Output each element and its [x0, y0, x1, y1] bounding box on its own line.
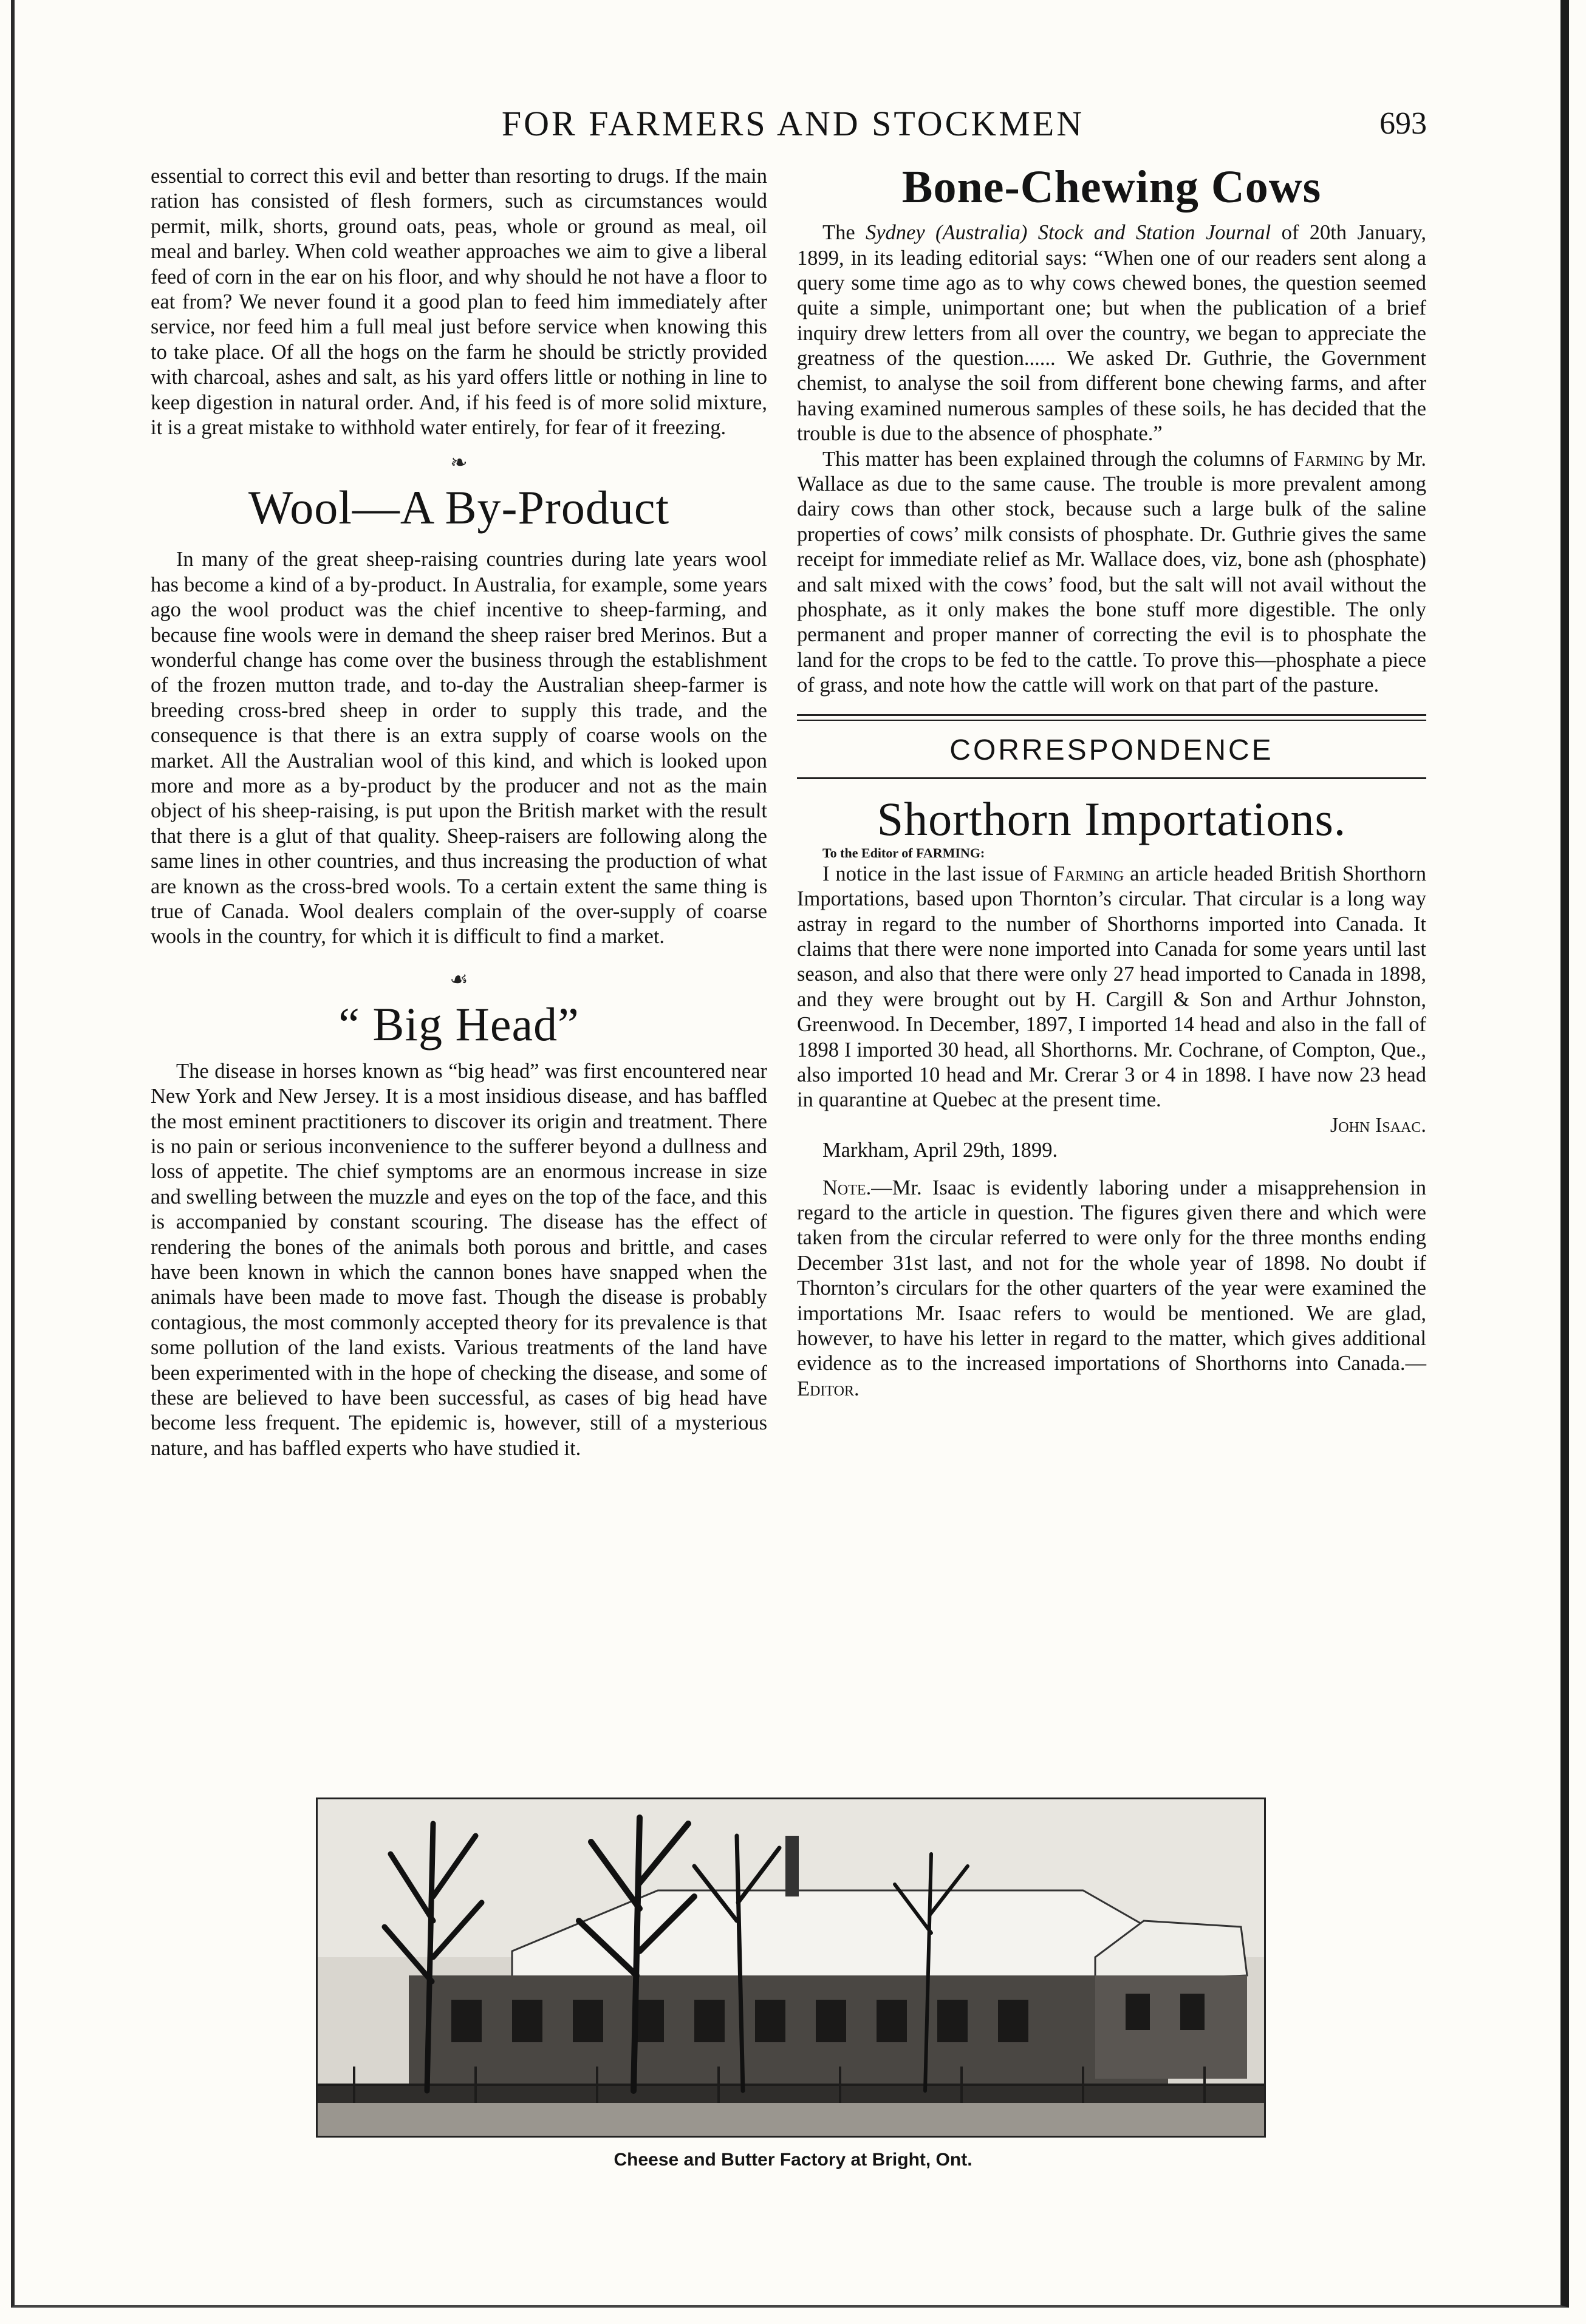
- shorthorn-heading: Shorthorn Importations.: [877, 792, 1347, 846]
- continued-paragraph: essential to correct this evil and better than resorting to drugs. If the main ration has consisted of flesh formers, such as circumstances would permit, milk, shorts, ground oats, peas, whole or ground as meal, oil meal and barley. When cold weather approaches we aim to give a liberal feed of corn in the ear on his floor, and why should he not have a floor to eat from? We never found it a good plan to feed him immediately after service, nor feed him a full meal just before service when knowing this to take place. Of all the hogs on the farm he should be strictly provided with charcoal, ashes and salt, as his yard offers little or nothing in line to keep digestion in natural order. And, if his feed is of more solid mixture, it is a great mistake to withhold water entirely, for fear of it freezing.: [151, 165, 767, 439]
- note-label: Note.: [822, 1176, 872, 1199]
- journal-name: Sydney (Australia) Stock and Station Journal: [865, 221, 1271, 245]
- bone-chewing-p2-lead: This matter has been explained through the columns of: [822, 447, 1288, 471]
- section-rule: [797, 777, 1426, 779]
- left-column: [151, 164, 767, 1461]
- bone-chewing-p1-rest: of 20th January, 1899, in its leading editorial says: “When one of our readers sent along a query some time ago as to why cows chewed bones, the question seemed quite a simple, unimportant one; but when the publication of a brief inquiry drew letters from all over the country, we began to appreciate the greatness of the question...... We asked Dr. Guthrie, the Government chemist, to analyse the soil from different bone chewing farms, and after having examined numerous samples of these soils, he has decided that the trouble is due to the absence of phosphate.”: [797, 221, 1427, 446]
- letter-body: [797, 862, 1426, 1113]
- bone-chewing-para-1: [797, 220, 1426, 447]
- note-signature: —Editor.: [797, 1352, 1426, 1400]
- running-head: [0, 103, 1586, 146]
- bone-chewing-p2-rest: by Mr. Wallace as due to the same cause. The trouble is more prevalent among dairy cows than other stock, because such a large bulk of the saline properties of cows’ milk consists of phosphate. Dr. Guthrie gives the same receipt for immediate relief as Mr. Wallace does, viz, bone ash (phosphate) and salt mixed with the cows’ food, but the salt will not avail without the phosphate, as it only makes the bone stuff more digestible. The only permanent and proper manner of correcting the evil is to phosphate the land for the crops to be fed to the cattle. To prove this—phosphate a piece of grass, and note how the cattle will work on that part of the pasture.: [797, 447, 1427, 697]
- wool-heading: Wool—A By-Product: [248, 481, 670, 534]
- ornament-icon: ❧: [450, 452, 468, 475]
- note-body: —Mr. Isaac is evidently laboring under a misapprehension in regard to the article in question. The figures given there and which were taken from the circular referred to were only for the three months ending December 31st last, and not for the whole year of 1898. No doubt if Thornton’s circulars for the other quarters of the year were examined the importations Mr. Isaac refers to would be mentioned. We are glad, however, to have his letter in regard to the matter, which gives additional evidence as to the increased importations of Shorthorns into Canada.: [797, 1176, 1426, 1375]
- big-head-heading: “ Big Head”: [338, 997, 579, 1051]
- bone-chewing-para-2: [797, 447, 1426, 698]
- factory-photo: [316, 1798, 1266, 2138]
- section-divider: [797, 714, 1426, 721]
- right-column: [797, 164, 1426, 1402]
- editor-note: [797, 1176, 1426, 1402]
- ornament-icon: ☙: [449, 968, 468, 991]
- farming-name: Farming: [1293, 447, 1364, 471]
- letter-place-date: Markham, April 29th, 1899.: [822, 1139, 1058, 1162]
- bone-chewing-lead: The: [822, 221, 855, 245]
- letter-rest: an article headed British Shorthorn Importations, based upon Thornton’s circular. That circular is a long way astray in regard to the number of Shorthorns imported into Canada. It claims that there were none imported into Canada for some years until last season, and also that there were only 27 head imported to Canada in 1898, and they were brought out by H. Cargill & Son and Arthur Johnston, Greenwood. In December, 1897, I imported 14 head and also in the fall of 1898 I imported 30 head, all Shorthorns. Mr. Cochrane, of Compton, Que., also imported 10 head and Mr. Crerar 3 or 4 in 1898. I have now 23 head in quarantine at Quebec at the present time.: [797, 862, 1427, 1112]
- letter-lead: I notice in the last issue of: [822, 862, 1047, 885]
- wool-body: In many of the great sheep-raising countries during late years wool has become a kind of a by-product. In Australia, for example, some years ago the wool product was the chief incentive to sheep-farming, and because fine wools were in demand the sheep raiser bred Merinos. But a wonderful change has come over the business through the establishment of the frozen mutton trade, and to-day the Australian sheep-farmer is breeding cross-bred sheep in order to supply this trade, and the consequence is that there is an extra supply of coarse wools on the market. All the Australian wool of this kind, and which is looked upon more and more as a by-product by the producer and not as the main object of his sheep-raising, is put upon the British market with the result that there is a glut of that quality. Sheep-raisers are following along the same lines in other countries, and thus increasing the production of what are known as the cross-bred wools. To a certain extent the same thing is true of Canada. Wool dealers complain of the over-supply of coarse wools in the country, for which it is difficult to find a market.: [151, 548, 767, 949]
- farming-name: Farming: [1053, 862, 1124, 885]
- page-number: 693: [1379, 106, 1427, 141]
- to-editor-line: To the Editor of FARMING:: [822, 845, 985, 861]
- big-head-body: The disease in horses known as “big head” was first encountered near New York and New Jersey. It is a most insidious disease, and has baffled the most eminent practitioners to discover its origin and treatment. There is no pain or serious inconvenience to the sufferer beyond a dullness and loss of appetite. The chief symptoms are an enormous increase in size and swelling between the muzzle and eyes on the top of the face, and this is accompanied by constant scouring. The disease has the effect of rendering the bones of the animals both porous and brittle, and cases have been known in which the cannon bones have snapped when the animals have been made to move fast. Though the disease is probably contagious, the most commonly accepted theory for its prevalence is that some pollution of the land exists. Various treatments of the land have been experimented with in the hope of checking the disease, and some of these are believed to have been successful, as cases of big head have become less frequent. The epidemic is, however, still of a mysterious nature, and has baffled experts who have studied it.: [151, 1059, 767, 1460]
- letter-signature: John Isaac.: [1330, 1113, 1426, 1137]
- bone-chewing-heading: Bone-Chewing Cows: [901, 162, 1322, 213]
- section-label: CORRESPONDENCE: [949, 734, 1274, 766]
- photo-caption: Cheese and Butter Factory at Bright, Ont.: [614, 2150, 972, 2170]
- running-title: FOR FARMERS AND STOCKMEN: [501, 104, 1085, 143]
